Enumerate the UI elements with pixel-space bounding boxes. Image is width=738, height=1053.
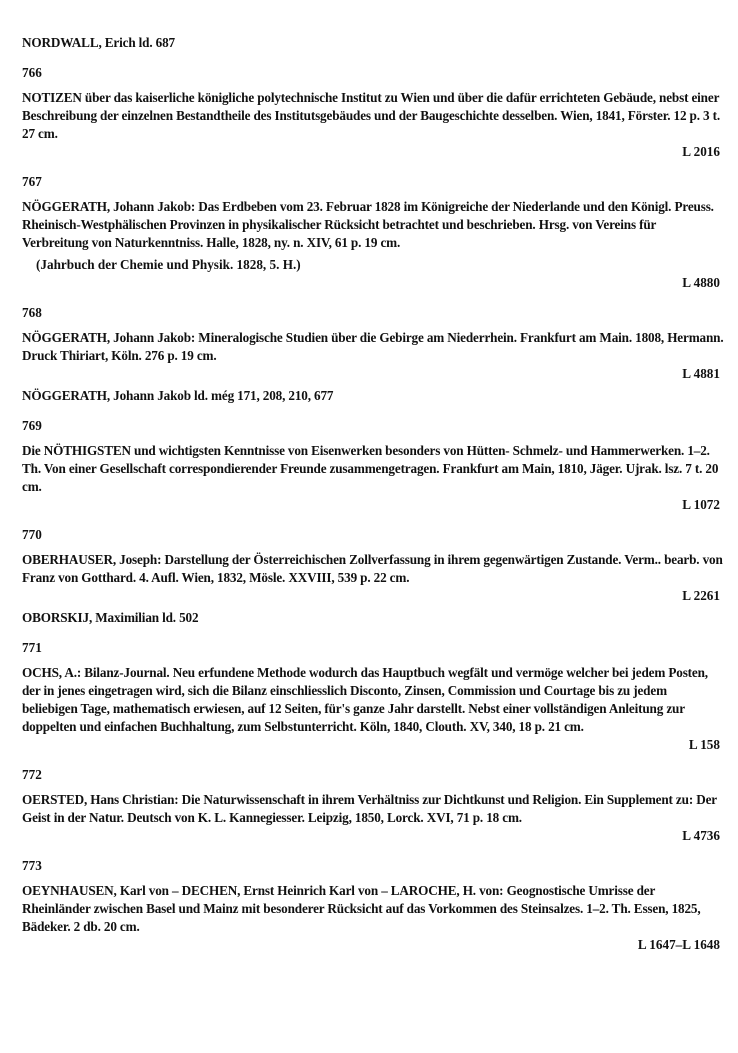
catalog-entry-767: [22, 173, 724, 292]
entry-number: 770: [22, 527, 42, 542]
xref-line: NÖGGERATH, Johann Jakob ld. még 171, 208, 210, 677: [22, 388, 334, 403]
entry-number: 766: [22, 65, 42, 80]
entry-number: 767: [22, 174, 42, 189]
catalog-entry-770: [22, 526, 724, 605]
entry-number: 769: [22, 418, 42, 433]
catalog-entry-768: [22, 304, 724, 383]
entry-text: NÖGGERATH, Johann Jakob: Mineralogische Studien über die Gebirge am Niederrhein. Frankfurt am Main. 1808, Hermann. Druck Thiriart, Köln. 276 p. 19 cm.: [22, 330, 724, 363]
entry-number: 773: [22, 858, 42, 873]
xref-line: NORDWALL, Erich ld. 687: [22, 35, 175, 50]
shelf-mark: L 4881: [682, 366, 720, 381]
catalog-entry-766: [22, 64, 724, 161]
shelf-mark: L 158: [688, 737, 720, 752]
entry-text: OERSTED, Hans Christian: Die Naturwissenschaft in ihrem Verhältniss zur Dichtkunst und Religion. Ein Supplement zu: Der Geist in der Natur. Deutsch von K. L. Kannegiesser. Leipzig, 1850, Lorck. XVI, 71 p. 18 cm.: [22, 792, 717, 825]
entry-text: Die NÖTHIGSTEN und wichtigsten Kenntnisse von Eisenwerken besonders von Hütten- Schmelz- und Hammerwerken. 1–2. Th. Von einer Gesellschaft correspondierender Freunde zusammengetragen. Frankfurt am Main, 1810, Jäger. Ujrak. lsz. 7 t. 20 cm.: [22, 443, 719, 494]
entry-number: 768: [22, 305, 42, 320]
catalog-entry-771: [22, 639, 724, 754]
entry-number: 772: [22, 767, 42, 782]
shelf-mark: L 1072: [682, 497, 720, 512]
shelf-mark: L 2261: [682, 588, 720, 603]
entry-text: OCHS, A.: Bilanz-Journal. Neu erfundene Methode wodurch das Hauptbuch wegfält und vermöge welcher bei jedem Posten, der in jenes eingetragen wird, sich die Bilanz einschliesslich Disconto, Zinsen, Commission und Courtage bis zu jedem beliebigen Tage, mathematisch erwiesen, auf 12 Seiten, für's ganze Jahr darstellt. Nebst einer vollständigen Anleitung zur doppelten und einfachen Buchhaltung, zum Selbstunterricht. Köln, 1840, Clouth. XV, 340, 18 p. 21 cm.: [22, 665, 708, 734]
entry-number: 771: [22, 640, 42, 655]
shelf-mark: L 4880: [682, 275, 720, 290]
catalog-entry-773: [22, 857, 724, 954]
entry-text: OBERHAUSER, Joseph: Darstellung der Österreichischen Zollverfassung in ihrem gegenwärtigen Zustande. Verm.. bearb. von Franz von Gotthard. 4. Aufl. Wien, 1832, Mösle. XXVIII, 539 p. 22 cm.: [22, 552, 723, 585]
catalog-entry-772: [22, 766, 724, 845]
catalog-entry-769: [22, 417, 724, 514]
shelf-mark: L 2016: [682, 144, 720, 159]
entry-text: NOTIZEN über das kaiserliche königliche polytechnische Institut zu Wien und über die dafür errichteten Gebäude, nebst einer Beschreibung der einzelnen Bestandtheile des Institutsgebäudes und der Baugeschichte desselben. Wien, 1841, Förster. 12 p. 3 t. 27 cm.: [22, 90, 721, 141]
shelf-mark: L 4736: [682, 828, 720, 843]
xref-line: OBORSKIJ, Maximilian ld. 502: [22, 610, 199, 625]
entry-text: NÖGGERATH, Johann Jakob: Das Erdbeben vom 23. Februar 1828 im Königreiche der Niederlande und den Königl. Preuss. Rheinisch-Westphälischen Provinzen in physikalischer Rücksicht betrachtet und beschrieben. Hrsg. von Vereins für Verbreitung von Naturkenntniss. Halle, 1828, ny. n. XIV, 61 p. 19 cm.: [22, 199, 714, 250]
entry-text: OEYNHAUSEN, Karl von – DECHEN, Ernst Heinrich Karl von – LAROCHE, H. von: Geognostische Umrisse der Rheinländer zwischen Basel und Mainz mit besonderer Rücksicht auf das Vorkommen des Steinsalzes. 1–2. Th. Essen, 1825, Bädeker. 2 db. 20 cm.: [22, 883, 701, 934]
entry-note: (Jahrbuch der Chemie und Physik. 1828, 5. H.): [36, 257, 301, 272]
shelf-mark: L 1647–L 1648: [637, 937, 720, 952]
